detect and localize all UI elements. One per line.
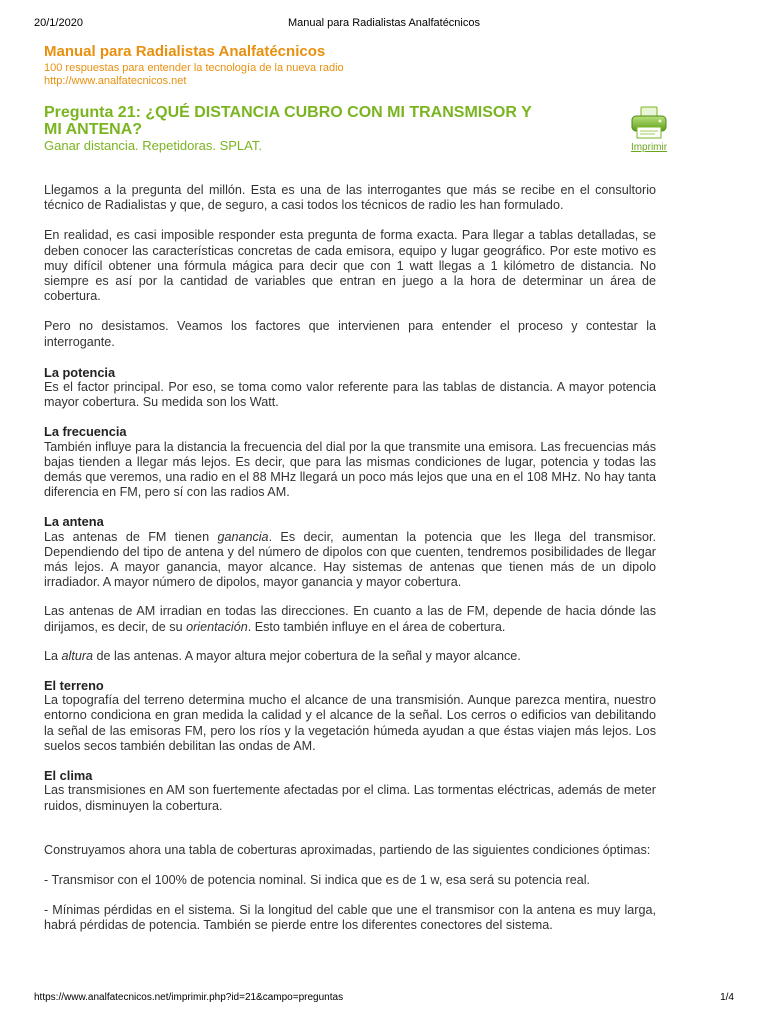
section-potencia: [44, 365, 656, 411]
antena-paragraph-1: Las antenas de FM tienen ganancia. Es decir, aumentan la potencia que les llega del transmisor. Dependiendo del tipo de antena y del número de dipolos con que cuenten, tendremos posibilidades de llegar más lejos. A mayor ganancia, mayor alcance. Hay sistemas de antenas que tienen más de un dipolo irradiador. A mayor número de dipolos, mayor ganancia y mayor cobertura.: [44, 529, 657, 590]
section-frecuencia: [44, 424, 656, 500]
page-number: 1/4: [720, 992, 734, 1003]
site-header: [44, 43, 644, 88]
antena-paragraph-2: Las antenas de AM irradian en todas las direcciones. En cuanto a las de FM, depende de hacia dónde las dirijamos, es decir, de su orientación. Esto también influye en el área de cobertura.: [44, 604, 656, 634]
site-tagline: 100 respuestas para entender la tecnología de la nueva radio: [44, 62, 344, 74]
section-text-clima: Las transmisiones en AM son fuertemente afectadas por el clima. Las tormentas eléctricas, además de meter ruidos, disminuyen la cobertura.: [44, 783, 656, 813]
section-heading-frecuencia: La frecuencia: [44, 424, 127, 440]
section-heading-clima: El clima: [44, 768, 93, 784]
site-url[interactable]: http://www.analfatecnicos.net: [44, 75, 187, 87]
conditions-intro: Construyamos ahora una tabla de coberturas aproximadas, partiendo de las siguientes condiciones óptimas:: [44, 842, 651, 857]
site-title: Manual para Radialistas Analfatécnicos: [44, 43, 326, 60]
print-footer-url: https://www.analfatecnicos.net/imprimir.php?id=21&campo=preguntas: [34, 992, 344, 1003]
intro-paragraph-1: Llegamos a la pregunta del millón. Esta es una de las interrogantes que más se recibe en el consultorio técnico de Radialistas y que, de seguro, a casi todos los técnicos de radio les han formulado.: [44, 183, 656, 213]
printer-icon[interactable]: [629, 106, 669, 140]
question-title: Pregunta 21: ¿QUÉ DISTANCIA CUBRO CON MI TRANSMISOR Y MI ANTENA?: [44, 104, 532, 138]
print-button[interactable]: [624, 106, 674, 153]
section-heading-potencia: La potencia: [44, 364, 116, 380]
print-footer: [34, 992, 734, 1006]
intro-paragraph-2: En realidad, es casi imposible responder esta pregunta de forma exacta. Para llegar a tablas detalladas, se deben conocer las características concretas de cada emisora, equipo y lugar geográfico. Por este motivo es muy difícil obtener una fórmula mágica para decir que con 1 watt llegas a 1 kilómetro de distancia. No siempre es así por la cantidad de variables que entran en juego a la hora de determinar un área de cobertura.: [44, 228, 656, 304]
print-date: 20/1/2020: [34, 17, 83, 29]
condition-item-2: - Mínimas pérdidas en el sistema. Si la longitud del cable que une el transmisor con la antena es muy larga, habrá pérdidas de potencia. También se pierde entre los diferentes conectores del sistema.: [44, 903, 656, 933]
section-heading-antena: La antena: [44, 514, 104, 530]
section-terreno: [44, 678, 656, 754]
print-title: Manual para Radialistas Analfatécnicos: [287, 17, 480, 29]
question-subtitle: Ganar distancia. Repetidoras. SPLAT.: [44, 138, 262, 153]
section-antena: [44, 514, 656, 664]
section-clima: [44, 768, 656, 814]
antena-paragraph-3: La altura de las antenas. A mayor altura mejor cobertura de la señal y mayor alcance.: [44, 648, 521, 663]
print-header: [34, 17, 734, 31]
intro-paragraph-3: Pero no desistamos. Veamos los factores que intervienen para entender el proceso y contestar la interrogante.: [44, 319, 656, 349]
article-body: [44, 183, 656, 949]
section-heading-terreno: El terreno: [44, 678, 104, 694]
section-text-terreno: La topografía del terreno determina mucho el alcance de una transmisión. Aunque parezca mentira, nuestro entorno condiciona en gran medida la calidad y el alcance de la señal. Los cerros o edificios van debilitando la señal de las emisoras FM, pero los ríos y la vegetación húmeda ayudan a que éstas viajen más lejos. Los suelos secos también debilitan las ondas de AM.: [44, 693, 656, 753]
section-text-potencia: Es el factor principal. Por eso, se toma como valor referente para las tablas de distancia. A mayor potencia mayor cobertura. Su medida son los Watt.: [44, 380, 656, 410]
condition-item-1: - Transmisor con el 100% de potencia nominal. Si indica que es de 1 w, esa será su potencia real.: [44, 872, 591, 887]
section-text-frecuencia: También influye para la distancia la frecuencia del dial por la que transmite una emisora. Las frecuencias más bajas tienden a llegar más lejos. Es decir, que para las mismas condiciones de lugar, potencia y todas las demás que veremos, una radio en el 88 MHz llegará un poco más lejos que una en el 108 MHz. No hay tanta diferencia en FM, pero sí con las radios AM.: [44, 439, 656, 500]
print-button-label[interactable]: Imprimir: [630, 142, 668, 153]
